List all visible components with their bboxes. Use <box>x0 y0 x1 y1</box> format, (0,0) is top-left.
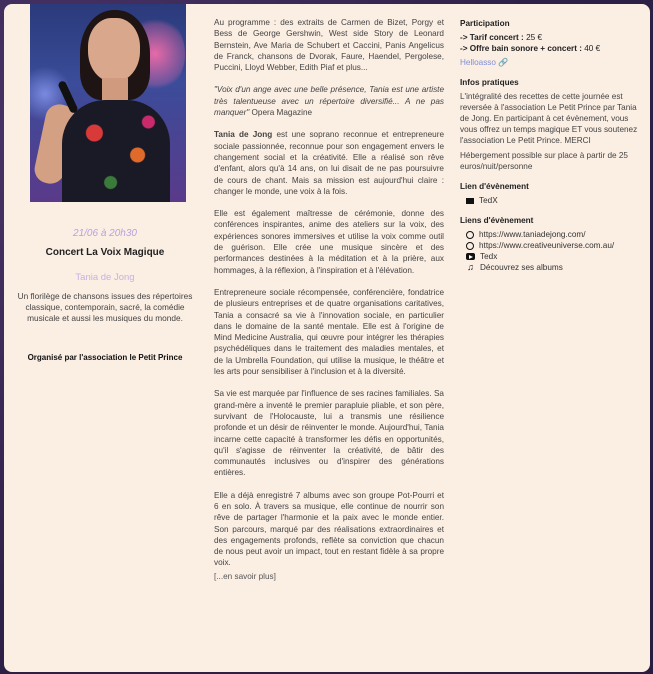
participation-section <box>460 18 642 68</box>
event-organizer: Organisé par l'association le Petit Prince <box>27 353 183 362</box>
links-section <box>460 215 642 273</box>
quote-text: "Voix d'un ange avec une belle présence, Tania est une artiste très talentueuse avec un répertoire diversifié... A ne pas manquer" <box>214 85 444 118</box>
helloasso-link[interactable]: Helloasso 🔗 <box>460 58 509 67</box>
event-link-tedx[interactable]: TedX <box>466 195 642 206</box>
quote-source: Opera Magazine <box>251 108 313 118</box>
event-title: Concert La Voix Magique <box>45 247 165 258</box>
participation-title: Participation <box>460 19 510 28</box>
info-text-1: L'intégralité des recettes de cette journée est reversée à l'association Le Petit Prince par Tania de Jong. En participant à cet évènement, vous vous offrez un temps magique ET vous soutenez l'association Le Petit Prince. MERCI <box>460 92 638 145</box>
music-note-icon: ♫ <box>467 262 474 272</box>
info-section <box>460 77 642 172</box>
event-link-section <box>460 181 642 206</box>
artist-photo <box>30 4 186 202</box>
program-text: Au programme : des extraits de Carmen de Bizet, Porgy et Bess de George Gershwin, West side Story de Leonard Bernstein, Ave Maria de Schubert et Caccini, Panis Angelicus de Franck, chansons de Dvorak, Faure, Haendel, Pergolese, Puccini, Lloyd Webber, Edith Piaf et plus... <box>214 18 444 73</box>
bio-paragraph-3: Entrepreneure sociale récompensée, conférencière, fondatrice de plusieurs entreprises et de quatre organisations caritatives, Tania a consacré sa vie à l'innovation sociale, en particulier dans le domaine de la santé mentale. Elle est à l'origine de Mind Medicine Australia, qui œuvre pour intégrer les thérapies psychédéliques dans le traitement des maladies mentales, et de la Umbrella Foundation, qui utilise la musique, le théâtre et les arts pour sensibiliser à l'inclusion et à la diversité. <box>214 287 444 377</box>
info-text-2: Hébergement possible sur place à partir de 25 euros/nuit/personne <box>460 151 628 171</box>
globe-icon <box>466 242 474 250</box>
sidebar <box>460 18 642 282</box>
artist-name[interactable]: Tania de Jong <box>75 272 135 283</box>
bio-name: Tania de Jong <box>214 130 273 140</box>
link-albums[interactable]: ♫ Découvrez ses albums <box>467 262 563 272</box>
bio-paragraph-4: Sa vie est marquée par l'influence de ses racines familiales. Sa grand-mère a inventé le premier parapluie pliable, et son père, survivant de l'Holocauste, lui a transmis une résilience profonde et un désir de réinventer le monde. Aujourd'hui, Tania incarne cette capacité à transformer les défis en opportunités, qu'il s'agisse de réinventer la créativité, de bâtir des communautés inclusives ou d'inspirer des générations entières. <box>214 389 444 478</box>
link-website-2[interactable]: https://www.creativeuniverse.com.au/ <box>466 240 642 251</box>
event-link-title: Lien d'évènement <box>460 182 529 191</box>
bio-paragraph-5: Elle a déjà enregistré 7 albums avec son groupe Pot-Pourri et 6 en solo. À travers sa musique, elle continue de nourrir son rêve de partager l'harmonie et la paix avec le monde entier. Son parcours, marqué par des réalisations extraordinaires et des engagements profonds, reflète sa conviction que chacun de nous peut avoir un impact, tout en restant fidèle à sa propre voix. <box>214 490 444 568</box>
price-bundle: -> Offre bain sonore + concert : 40 € <box>460 44 601 53</box>
envelope-icon <box>466 198 474 204</box>
link-icon: 🔗 <box>498 58 509 67</box>
read-more-link[interactable]: [...en savoir plus] <box>214 571 276 581</box>
links-title: Liens d'évènement <box>460 216 534 225</box>
bio-paragraph-2: Elle est également maîtresse de cérémonie, donne des conférences inspirantes, anime des ateliers sur la voix, des expériences sonores immersives et utilise la voix comme outil de guérison. Elle crée une musique sincère et des performances destinées à la méditation et à la prière, aux hommages, à la réflexion, à l'inspiration et à l'élévation. <box>214 209 444 275</box>
press-quote <box>214 84 444 118</box>
event-details <box>214 17 444 582</box>
link-website-1[interactable]: https://www.taniadejong.com/ <box>466 229 642 240</box>
link-tedx-video[interactable]: Tedx <box>466 251 642 262</box>
price-concert: -> Tarif concert : 25 € <box>460 33 542 42</box>
event-summary <box>4 4 206 672</box>
bio-paragraph-1: Tania de Jong est une soprano reconnue et entrepreneure sociale passionnée, reconnue pour son engagement envers le changement social et la créativité. Elle a réalisé son rêve d'enfant, alors qu'à 14 ans, on lui disait de ne pas poursuivre de cours de chant. Mais sa mission est aujourd'hui claire : changer le monde, une voix à la fois. <box>214 130 445 196</box>
event-card <box>4 4 650 672</box>
globe-icon <box>466 231 474 239</box>
youtube-icon <box>466 253 475 260</box>
event-description: Un florilège de chansons issues des répertoires classique, contemporain, sacré, la comédie musicale et aussi les musiques du monde. <box>17 291 193 323</box>
info-title: Infos pratiques <box>460 78 519 87</box>
event-date: 21/06 à 20h30 <box>73 228 137 239</box>
